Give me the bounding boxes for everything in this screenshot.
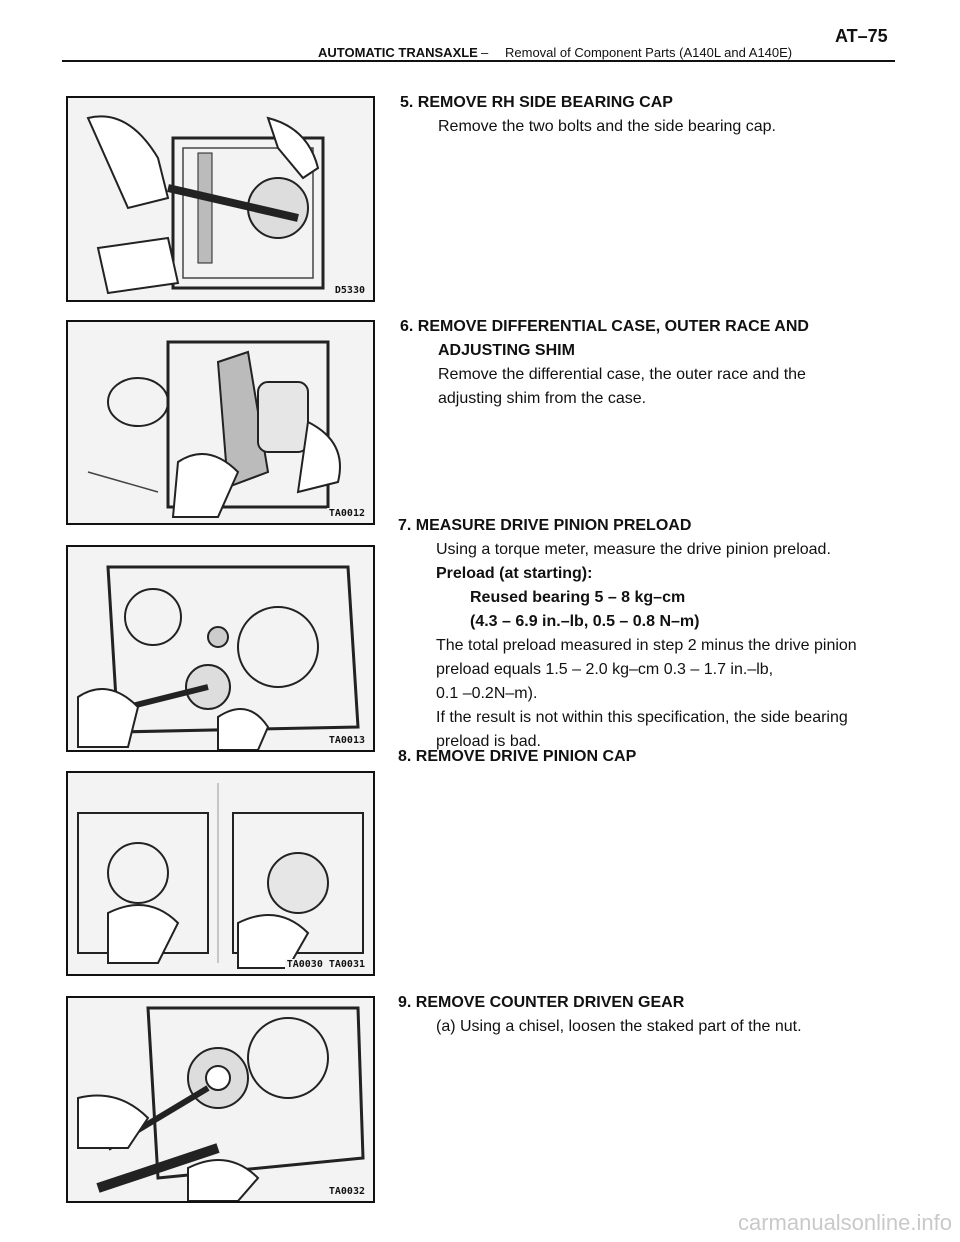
spec-value-converted: (4.3 – 6.9 in.–lb, 0.5 – 0.8 N–m) [470,613,700,630]
step-title: 7. MEASURE DRIVE PINION PRELOAD [398,517,692,534]
figure-code: TA0030 TA0031 [286,959,365,970]
step-title-continued: ADJUSTING SHIM [438,342,575,359]
figure-differential-case [66,320,375,525]
step-instruction: Remove the two bolts and the side bearing cap. [438,118,776,135]
step-instruction: (a) Using a chisel, loosen the staked part of the nut. [436,1018,802,1035]
step-title: 8. REMOVE DRIVE PINION CAP [398,748,637,765]
figure-code: TA0012 [328,508,365,519]
watermark-text: carmanualsonline.info [737,1210,952,1235]
pinion-preload-illustration [68,547,373,750]
differential-case-illustration [68,322,373,523]
step-7 [398,514,908,754]
step-title: 5. REMOVE RH SIDE BEARING CAP [400,94,673,111]
counter-driven-gear-illustration [68,998,373,1201]
header-rule [62,60,895,62]
spec-label: Preload (at starting): [436,565,593,582]
step-9 [398,991,898,1039]
figure-drive-pinion-cap [66,771,375,976]
step-note: preload is bad. [436,733,541,750]
step-title: 9. REMOVE COUNTER DRIVEN GEAR [398,994,685,1011]
step-instruction: Using a torque meter, measure the drive pinion preload. [436,541,831,558]
drive-pinion-cap-illustration [68,773,373,974]
topic-title: Removal of Component Parts (A140L and A140E) [505,45,793,60]
section-title: AUTOMATIC TRANSAXLE [318,45,478,60]
figure-code: TA0013 [328,735,365,746]
header-separator: – [481,45,489,60]
figure-code: TA0032 [328,1186,365,1197]
step-instruction-continued: adjusting shim from the case. [438,390,647,407]
spec-value: Reused bearing 5 – 8 kg–cm [470,589,686,606]
figure-pinion-preload [66,545,375,752]
step-8 [398,745,898,769]
step-note: If the result is not within this specification, the side bearing [436,709,848,726]
step-note: preload equals 1.5 – 2.0 kg–cm 0.3 – 1.7 in.–lb, [436,661,774,678]
step-6 [400,315,900,411]
figure-counter-driven-gear [66,996,375,1203]
step-5 [400,91,900,139]
figure-code: D5330 [334,285,365,296]
step-note: 0.1 –0.2N–m). [436,685,538,702]
page-header [0,0,960,62]
step-instruction: Remove the differential case, the outer race and the [438,366,806,383]
side-bearing-cap-illustration [68,98,373,300]
step-note: The total preload measured in step 2 minus the drive pinion [436,637,857,654]
page-number: AT–75 [835,26,888,46]
figure-side-bearing-cap [66,96,375,302]
step-title: 6. REMOVE DIFFERENTIAL CASE, OUTER RACE AND [400,318,809,335]
